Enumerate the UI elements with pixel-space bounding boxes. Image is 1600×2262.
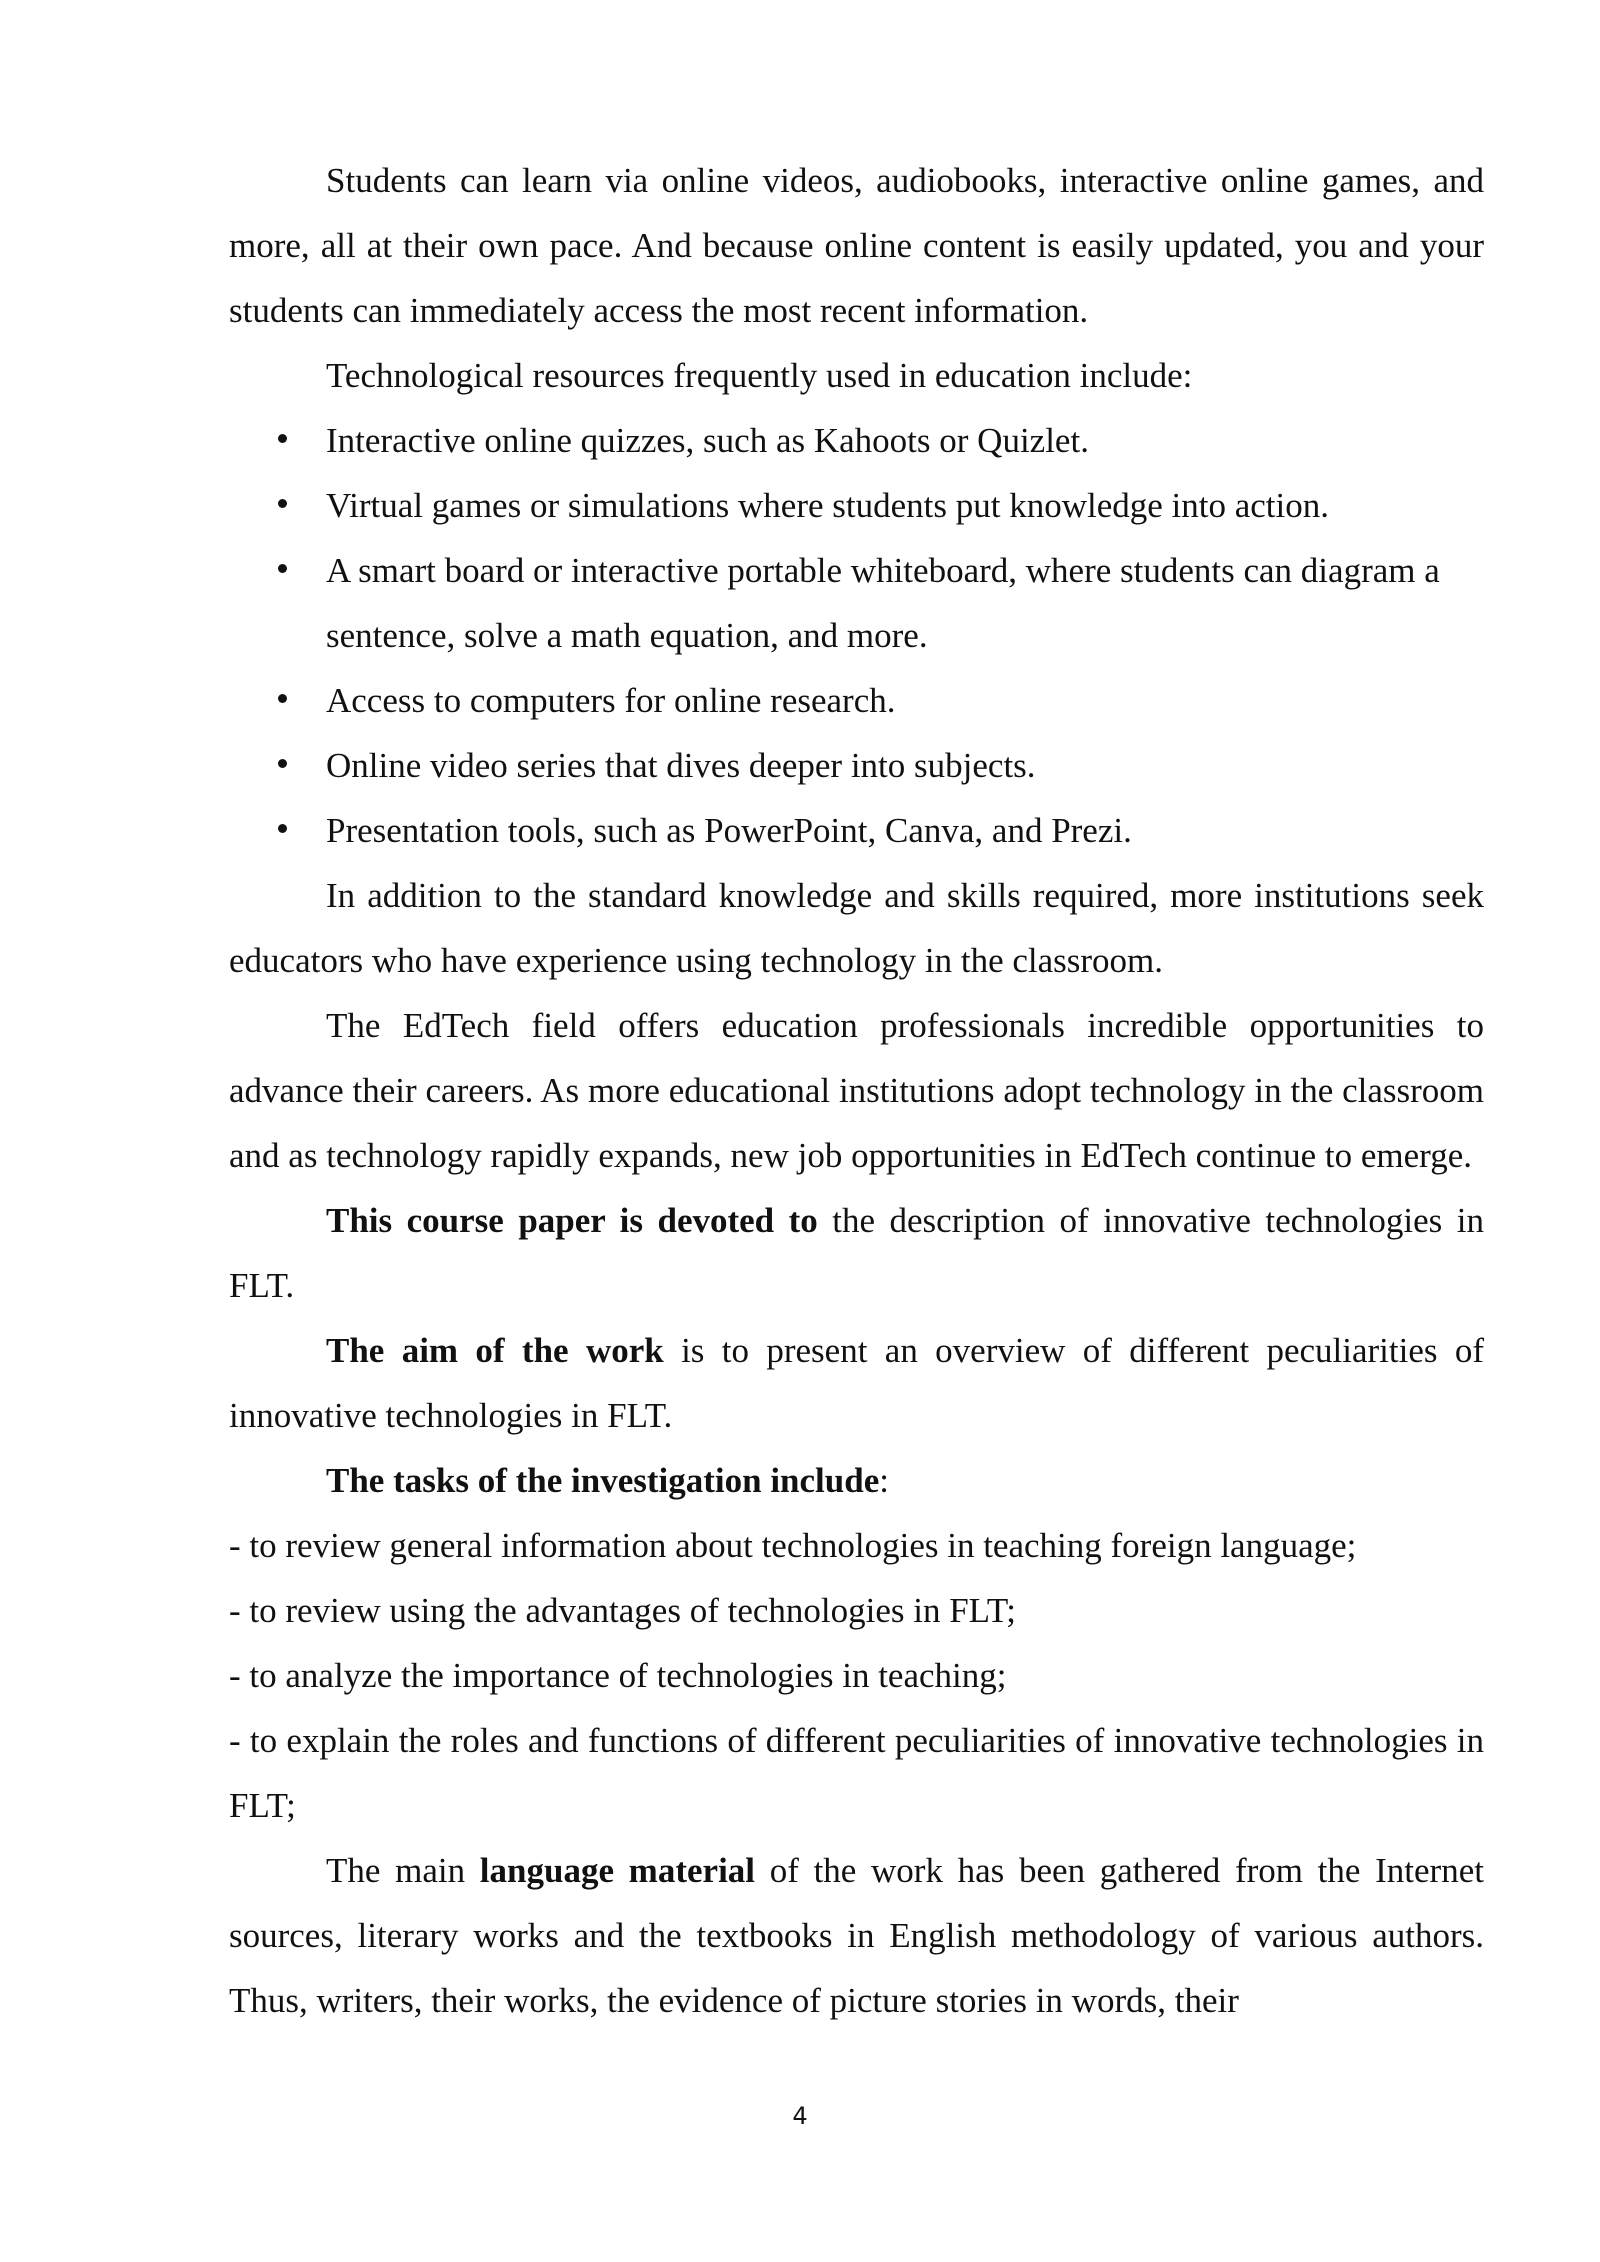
bullet-icon (278, 759, 287, 768)
list-item: Access to computers for online research. (326, 668, 1484, 733)
aim-label: The aim of the work (326, 1331, 664, 1370)
paragraph-online-learning: Students can learn via online videos, audiobooks, interactive online games, and more, all at their own pace. And because online content is easily updated, you and your students can immediately access the most recent information. (229, 161, 1484, 330)
task-item: - to explain the roles and functions of different peculiarities of innovative technologies in FLT; (229, 1721, 1484, 1825)
bullet-icon (278, 434, 287, 443)
tasks-label: The tasks of the investigation include (326, 1461, 880, 1500)
list-item: Online video series that dives deeper into subjects. (326, 733, 1484, 798)
paragraph-material: The main language material of the work has been gathered from the Internet sources, literary works and the textbooks in English methodology of various authors. Thus, writers, their works, the evidence of picture stories in words, their (229, 1851, 1484, 2020)
bullet-icon (278, 694, 287, 703)
paragraph-edtech: The EdTech field offers education professionals incredible opportunities to advance their careers. As more educational institutions adopt technology in the classroom and as technology rapidly expands, new job opportunities in EdTech continue to emerge. (229, 1006, 1484, 1175)
list-item: Virtual games or simulations where students put knowledge into action. (326, 473, 1484, 538)
devoted-text: the description of innovative technologies in FLT. (229, 1201, 1484, 1305)
paragraph-devoted (229, 1188, 1484, 1318)
task-item: - to review general information about technologies in teaching foreign language; (229, 1526, 1357, 1565)
resources-list (229, 408, 1484, 863)
document-page (229, 148, 1484, 2033)
paragraph-tasks: The tasks of the investigation include: (326, 1461, 889, 1500)
material-label: language material (479, 1851, 756, 1890)
bullet-icon (278, 499, 287, 508)
task-item: - to review using the advantages of technologies in FLT; (229, 1591, 1017, 1630)
aim-text: is to present an overview of different peculiarities of innovative technologies in FLT. (229, 1331, 1484, 1435)
paragraph-institutions: In addition to the standard knowledge and skills required, more institutions seek educators who have experience using technology in the classroom. (229, 876, 1484, 980)
resources-intro: Technological resources frequently used in education include: (326, 356, 1193, 395)
list-item: A smart board or interactive portable whiteboard, where students can diagram a sentence, solve a math equation, and more. (326, 538, 1484, 668)
bullet-icon (278, 564, 287, 573)
paragraph-aim (229, 1318, 1484, 1448)
devoted-label: This course paper is devoted to (326, 1201, 818, 1240)
page-number: 4 (792, 2102, 808, 2130)
bullet-icon (278, 824, 287, 833)
list-item: Presentation tools, such as PowerPoint, Canva, and Prezi. (326, 798, 1484, 863)
list-item: Interactive online quizzes, such as Kahoots or Quizlet. (326, 408, 1484, 473)
task-item: - to analyze the importance of technologies in teaching; (229, 1656, 1007, 1695)
